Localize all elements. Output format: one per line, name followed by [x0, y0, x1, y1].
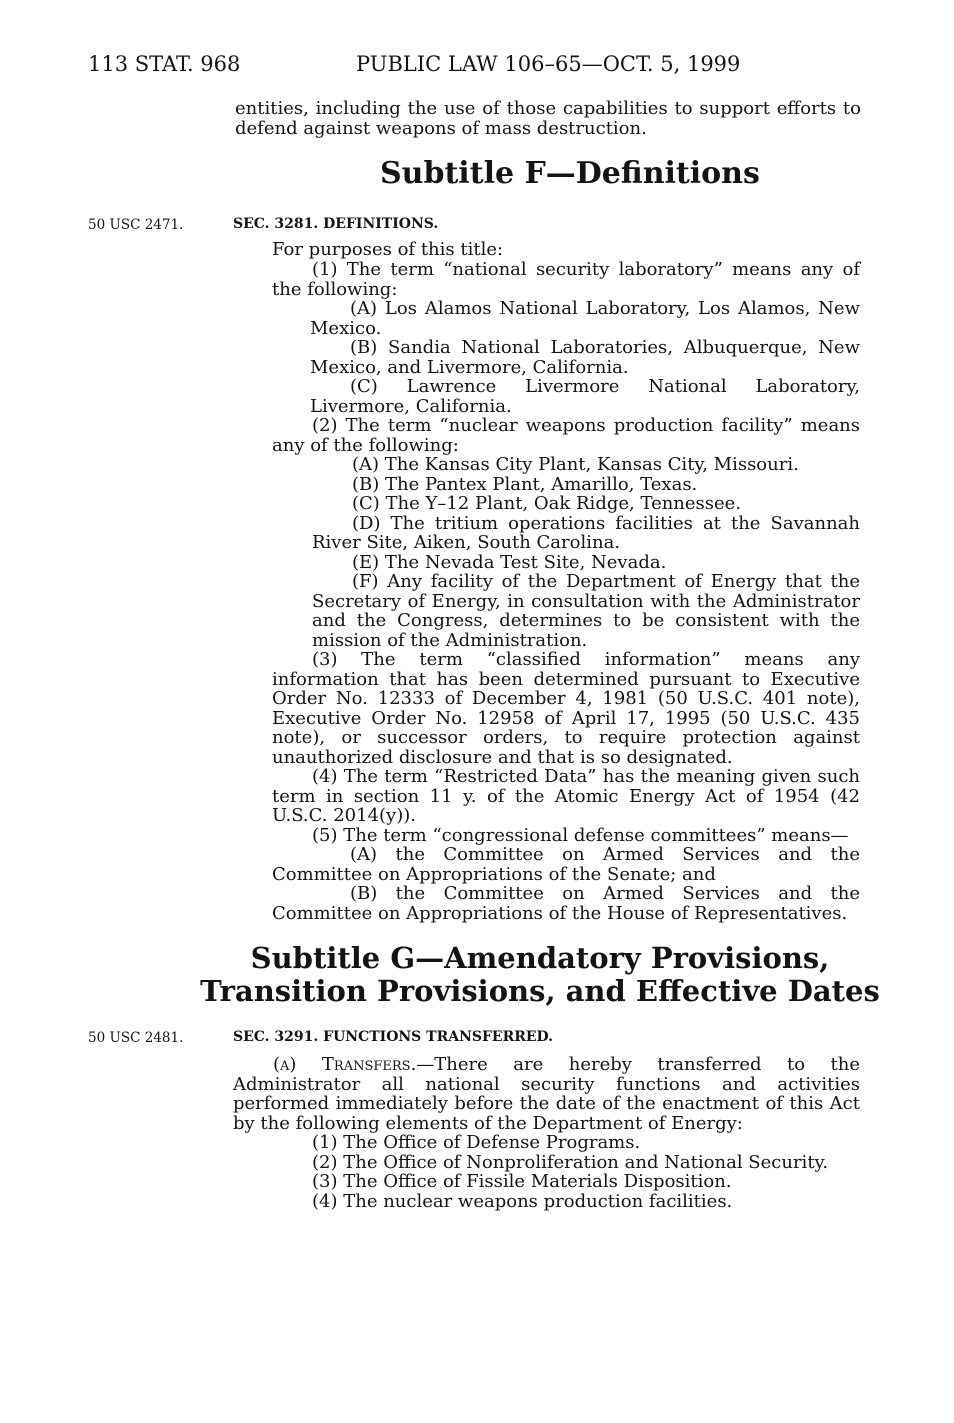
- section-3281-heading: SEC. 3281. DEFINITIONS.: [233, 216, 439, 232]
- page-reference: 113 STAT. 968: [88, 52, 241, 76]
- section-3281-paragraph-1: [272, 260, 860, 299]
- paragraph-1: (1) The term “national security laboratory” means any of the following:: [272, 259, 860, 300]
- margin-citation-2481: 50 USC 2481.: [88, 1030, 184, 1046]
- continuation-paragraph: entities, including the use of those capabilities to support efforts to defend against weapons of mass destruction.: [235, 98, 861, 139]
- section-3291-body: [233, 1055, 860, 1133]
- paragraph-2e: (E) The Nevada Test Site, Nevada.: [352, 551, 667, 573]
- paragraph-2: (2) The term “nuclear weapons production facility” means any of the following:: [272, 415, 860, 456]
- paragraph-2f: (F) Any facility of the Department of Energy that the Secretary of Energy, in consultation with the Administrator and the Congress, determines to be consistent with the mission of the Administration.: [312, 571, 860, 651]
- subsection-a-text: —There are hereby transferred to the Administrator all national security functions and activities performed immediately before the date of the enactment of this Act by the following elements of the Department of Energy:: [233, 1054, 860, 1134]
- paragraph-2b: (B) The Pantex Plant, Amarillo, Texas.: [352, 473, 698, 495]
- section-3281-body: [272, 240, 860, 260]
- law-title: PUBLIC LAW 106–65—OCT. 5, 1999: [356, 52, 741, 76]
- paragraph-4: (4) The term “Restricted Data” has the meaning given such term in section 11 y. of the Atomic Energy Act of 1954 (42 U.S.C. 2014(y)).: [272, 766, 860, 826]
- running-header: [88, 52, 741, 76]
- subtitle-f-heading: Subtitle F—Definitions: [380, 156, 760, 191]
- paragraph-5a: (A) the Committee on Armed Services and the Committee on Appropriations of the Senate; and: [272, 844, 860, 885]
- transfer-item-1: (1) The Office of Defense Programs.: [312, 1132, 641, 1153]
- section-3281-paragraph-2-sub: [312, 455, 860, 650]
- margin-citation-2471: 50 USC 2471.: [88, 217, 184, 233]
- paragraph-1b: (B) Sandia National Laboratories, Albuquerque, New Mexico, and Livermore, California.: [310, 337, 860, 378]
- paragraph-1c: (C) Lawrence Livermore National Laboratory, Livermore, California.: [310, 376, 860, 417]
- section-3281-paragraphs-3-5: [272, 650, 860, 845]
- subtitle-g-heading-line-2: Transition Provisions, and Effective Dates: [200, 974, 880, 1008]
- section-3281-paragraph-1-sub: [310, 299, 860, 416]
- transfer-item-4: (4) The nuclear weapons production facilities.: [312, 1190, 733, 1212]
- paragraph-3: (3) The term “classified information” means any information that has been determined pursuant to Executive Order No. 12333 of December 4, 1981 (50 U.S.C. 401 note), Executive Order No. 12958 of April 17, 1995 (50 U.S.C. 435 note), or successor orders, to require protection against unauthorized disclosure and that is so designated.: [272, 649, 860, 768]
- paragraph-5: (5) The term “congressional defense committees” means—: [312, 824, 849, 846]
- subsection-a-label: (a) Transfers.: [273, 1054, 417, 1075]
- section-3291-heading: SEC. 3291. FUNCTIONS TRANSFERRED.: [233, 1029, 554, 1045]
- paragraph-2c: (C) The Y–12 Plant, Oak Ridge, Tennessee.: [352, 493, 742, 514]
- paragraph-1a: (A) Los Alamos National Laboratory, Los Alamos, New Mexico.: [310, 298, 860, 339]
- paragraph-2a: (A) The Kansas City Plant, Kansas City, Missouri.: [352, 454, 799, 475]
- subtitle-g-heading-line-1: Subtitle G—Amendatory Provisions,: [250, 941, 830, 975]
- transfer-item-3: (3) The Office of Fissile Materials Disposition.: [312, 1171, 732, 1192]
- subsection-a: [233, 1055, 860, 1133]
- section-3281-paragraph-2: [272, 416, 860, 455]
- paragraph-5b: (B) the Committee on Armed Services and the Committee on Appropriations of the House of Representatives.: [272, 883, 860, 924]
- definitions-intro: For purposes of this title:: [272, 239, 504, 260]
- paragraph-2d: (D) The tritium operations facilities at the Savannah River Site, Aiken, South Carolina.: [312, 512, 860, 553]
- subtitle-g-heading: [180, 942, 900, 1008]
- section-3281-paragraph-5-sub: [272, 845, 860, 923]
- section-3291-list: [272, 1133, 872, 1211]
- transfer-item-2: (2) The Office of Nonproliferation and National Security.: [312, 1151, 829, 1173]
